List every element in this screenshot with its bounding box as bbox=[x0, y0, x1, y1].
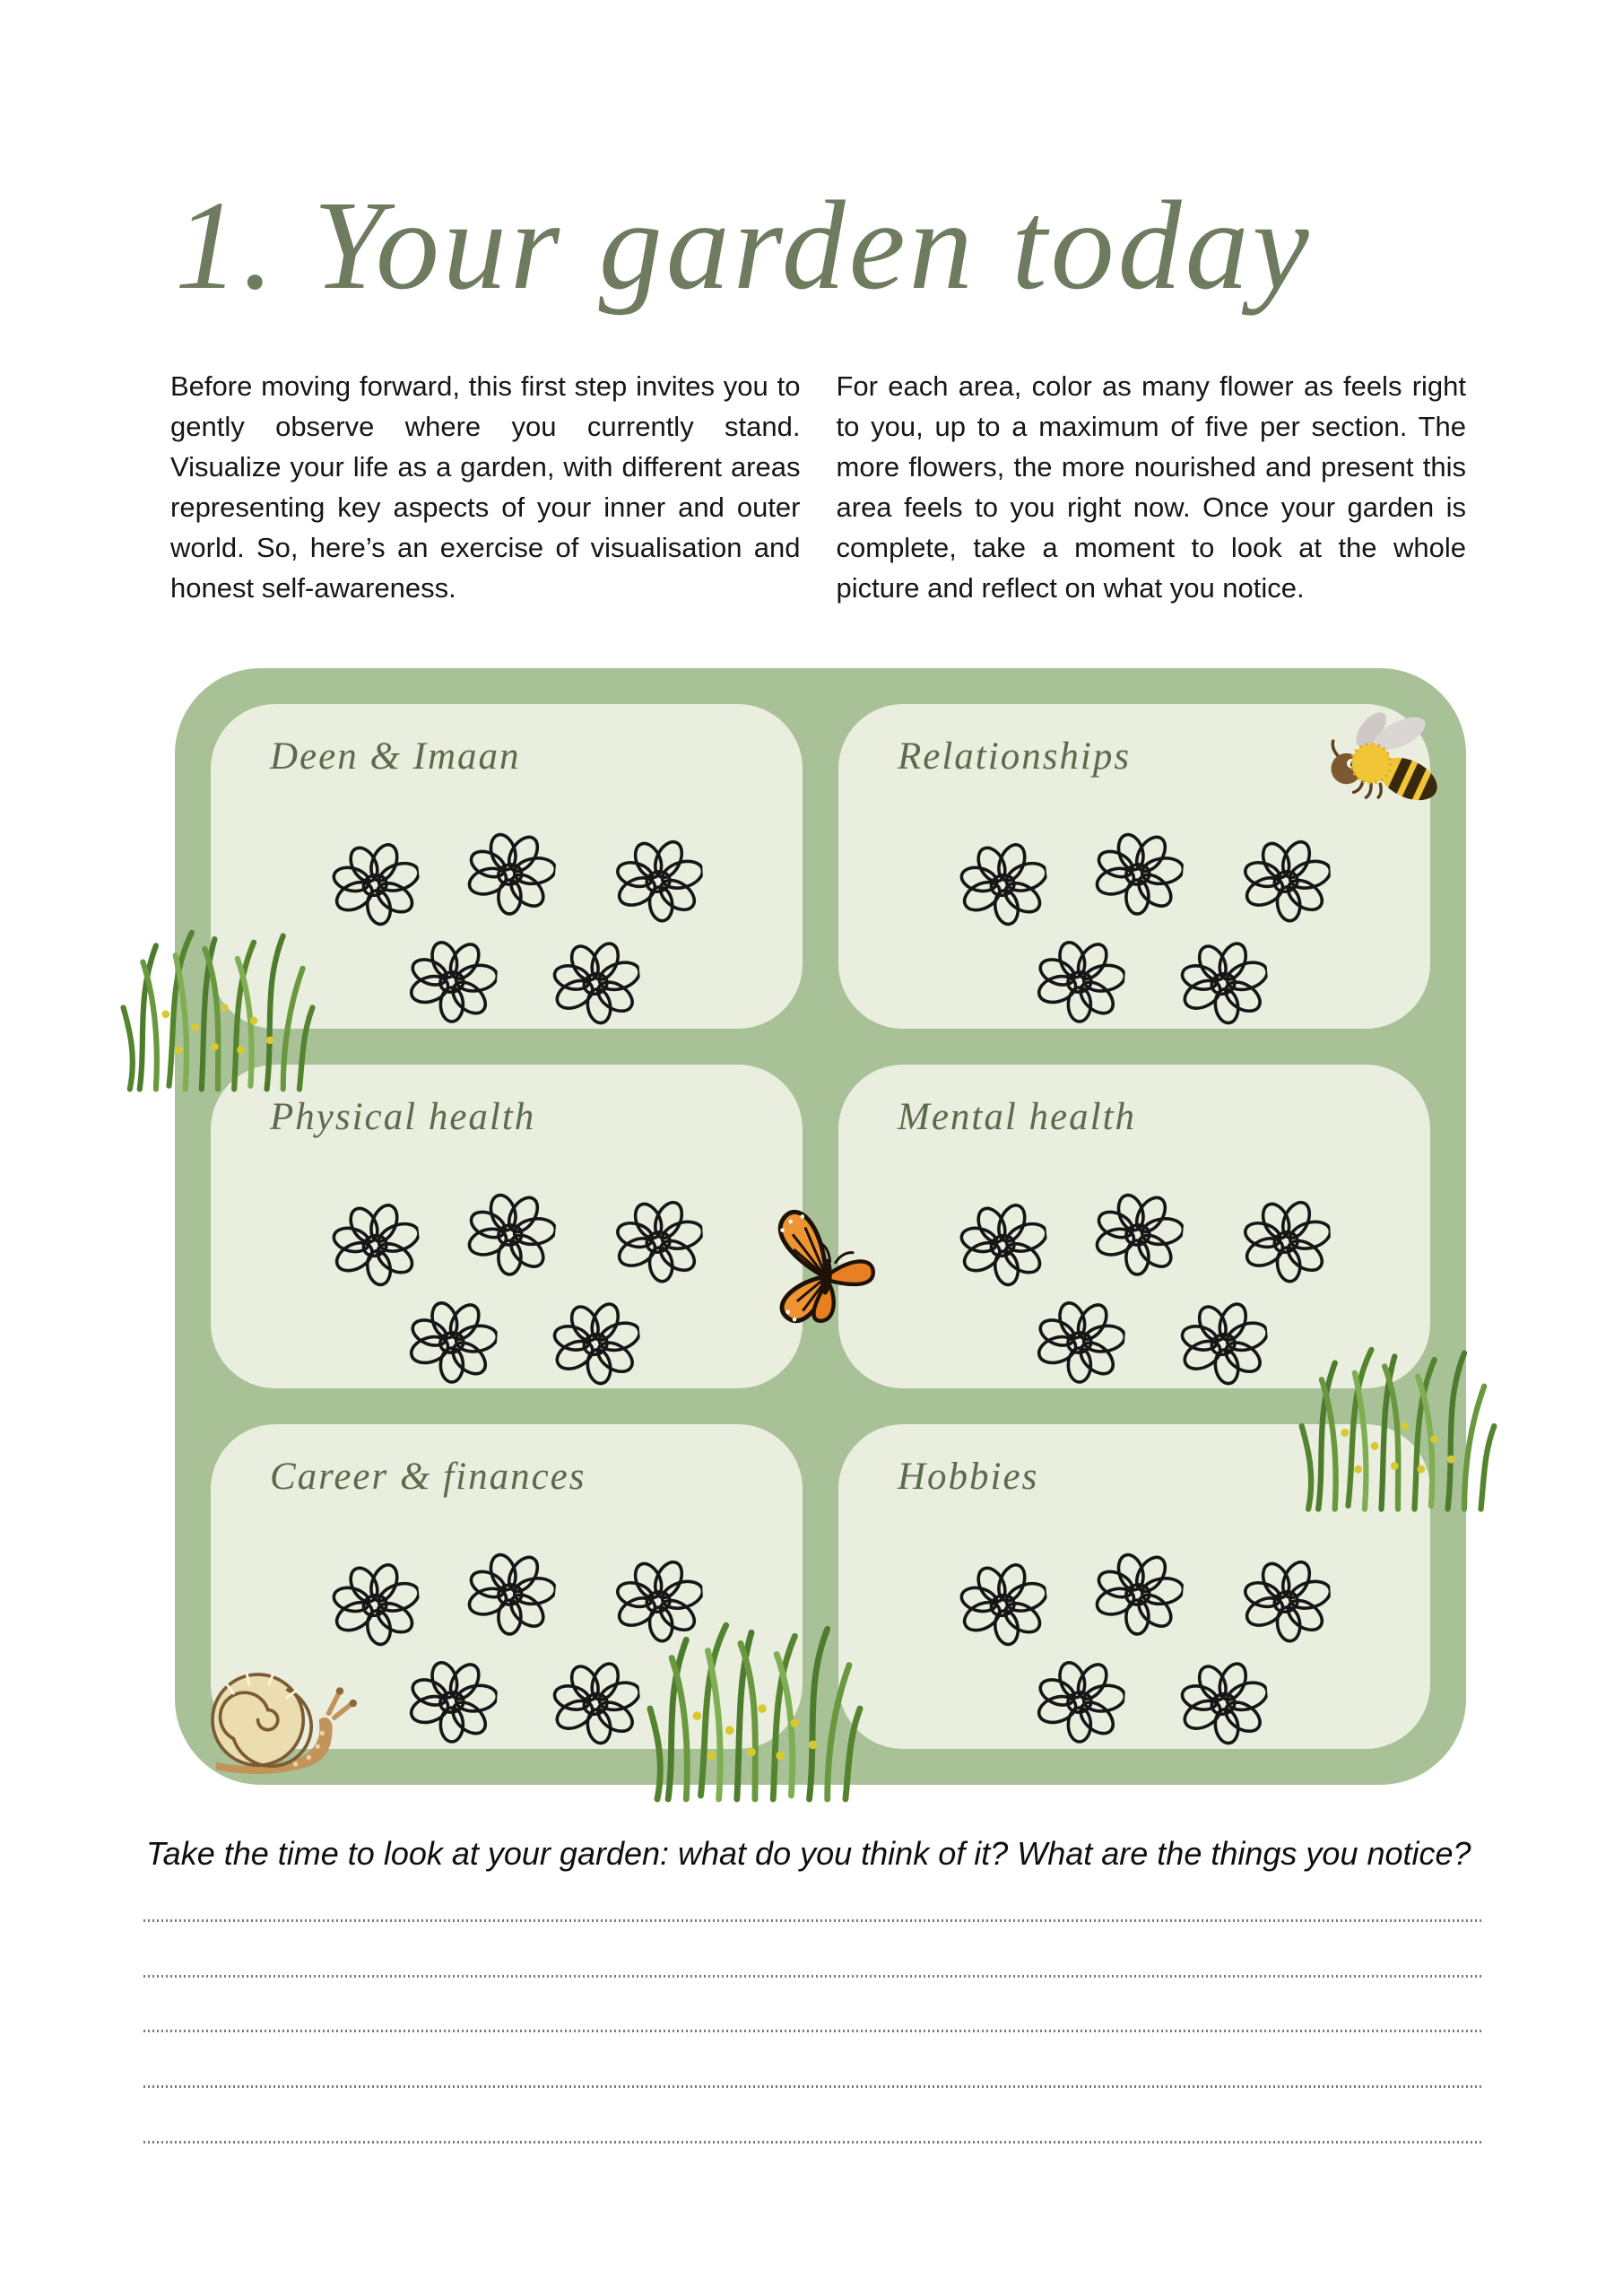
flower-icon[interactable] bbox=[1089, 824, 1186, 921]
flower-icon[interactable] bbox=[404, 1653, 500, 1749]
flower-icon[interactable] bbox=[1032, 1653, 1128, 1749]
flower-icon[interactable] bbox=[547, 1293, 644, 1390]
flower-icon[interactable] bbox=[611, 832, 705, 926]
garden-section-label: Relationships bbox=[898, 735, 1132, 778]
garden-section-relationships bbox=[838, 704, 1430, 1029]
intro-columns bbox=[170, 366, 1466, 608]
writing-line[interactable] bbox=[143, 1919, 1481, 1922]
flower-icon[interactable] bbox=[611, 1193, 705, 1287]
flower-icon[interactable] bbox=[953, 834, 1052, 933]
garden-section-label: Physical health bbox=[270, 1095, 536, 1138]
flower-icon[interactable] bbox=[462, 824, 559, 921]
flower-icon[interactable] bbox=[1175, 1293, 1271, 1390]
garden-panel bbox=[175, 668, 1466, 1785]
flower-icon[interactable] bbox=[462, 1184, 559, 1281]
flower-icon[interactable] bbox=[1238, 1193, 1332, 1287]
garden-section-mental-health bbox=[838, 1065, 1430, 1389]
flower-icon[interactable] bbox=[611, 1553, 705, 1648]
flower-icon[interactable] bbox=[1089, 1184, 1186, 1281]
flower-icon[interactable] bbox=[404, 933, 500, 1029]
garden-section-label: Deen & Imaan bbox=[270, 735, 521, 778]
flower-icon[interactable] bbox=[1175, 934, 1271, 1031]
garden-section-hobbies bbox=[838, 1424, 1430, 1749]
garden-section-deen-imaan bbox=[211, 704, 803, 1029]
flower-icon[interactable] bbox=[953, 1195, 1052, 1293]
flower-icon[interactable] bbox=[547, 934, 644, 1031]
writing-line[interactable] bbox=[143, 2141, 1481, 2144]
writing-line[interactable] bbox=[143, 1975, 1481, 1978]
flower-icon[interactable] bbox=[1238, 832, 1332, 926]
intro-paragraph-right: For each area, color as many flower as feels right to you, up to a maximum of five per section. The more flowers, the more nourished and present this area feels to you right now. Once your garden is complete, take a moment to look at the whole picture and reflect on what you notice. bbox=[836, 370, 1466, 604]
garden-section-career-finances bbox=[211, 1424, 803, 1749]
flower-icon[interactable] bbox=[1175, 1654, 1271, 1751]
flower-icon[interactable] bbox=[325, 1195, 424, 1293]
flower-icon[interactable] bbox=[1032, 1292, 1128, 1388]
page-title: 1. Your garden today bbox=[175, 174, 1313, 316]
garden-section-physical-health bbox=[211, 1065, 803, 1389]
flower-icon[interactable] bbox=[404, 1292, 500, 1388]
writing-line[interactable] bbox=[143, 2030, 1481, 2032]
flower-icon[interactable] bbox=[1238, 1553, 1332, 1648]
garden-section-label: Mental health bbox=[898, 1095, 1137, 1138]
garden-section-label: Hobbies bbox=[898, 1456, 1039, 1499]
flower-icon[interactable] bbox=[1089, 1544, 1186, 1641]
flower-icon[interactable] bbox=[1032, 933, 1128, 1029]
flower-icon[interactable] bbox=[462, 1544, 559, 1641]
flower-icon[interactable] bbox=[325, 1554, 424, 1653]
flower-icon[interactable] bbox=[325, 834, 424, 933]
writing-line[interactable] bbox=[143, 2085, 1481, 2088]
reflection-prompt: Take the time to look at your garden: what do you think of it? What are the things you notice? bbox=[146, 1835, 1471, 1872]
garden-section-label: Career & finances bbox=[270, 1456, 586, 1499]
flower-icon[interactable] bbox=[547, 1654, 644, 1751]
intro-paragraph-left: Before moving forward, this first step invites you to gently observe where you currently stand. Visualize your life as a garden, with different areas representing key aspects of your inner and outer world. So, here’s an exercise of visualisation and honest self-awareness. bbox=[170, 370, 801, 604]
flower-icon[interactable] bbox=[953, 1554, 1052, 1653]
